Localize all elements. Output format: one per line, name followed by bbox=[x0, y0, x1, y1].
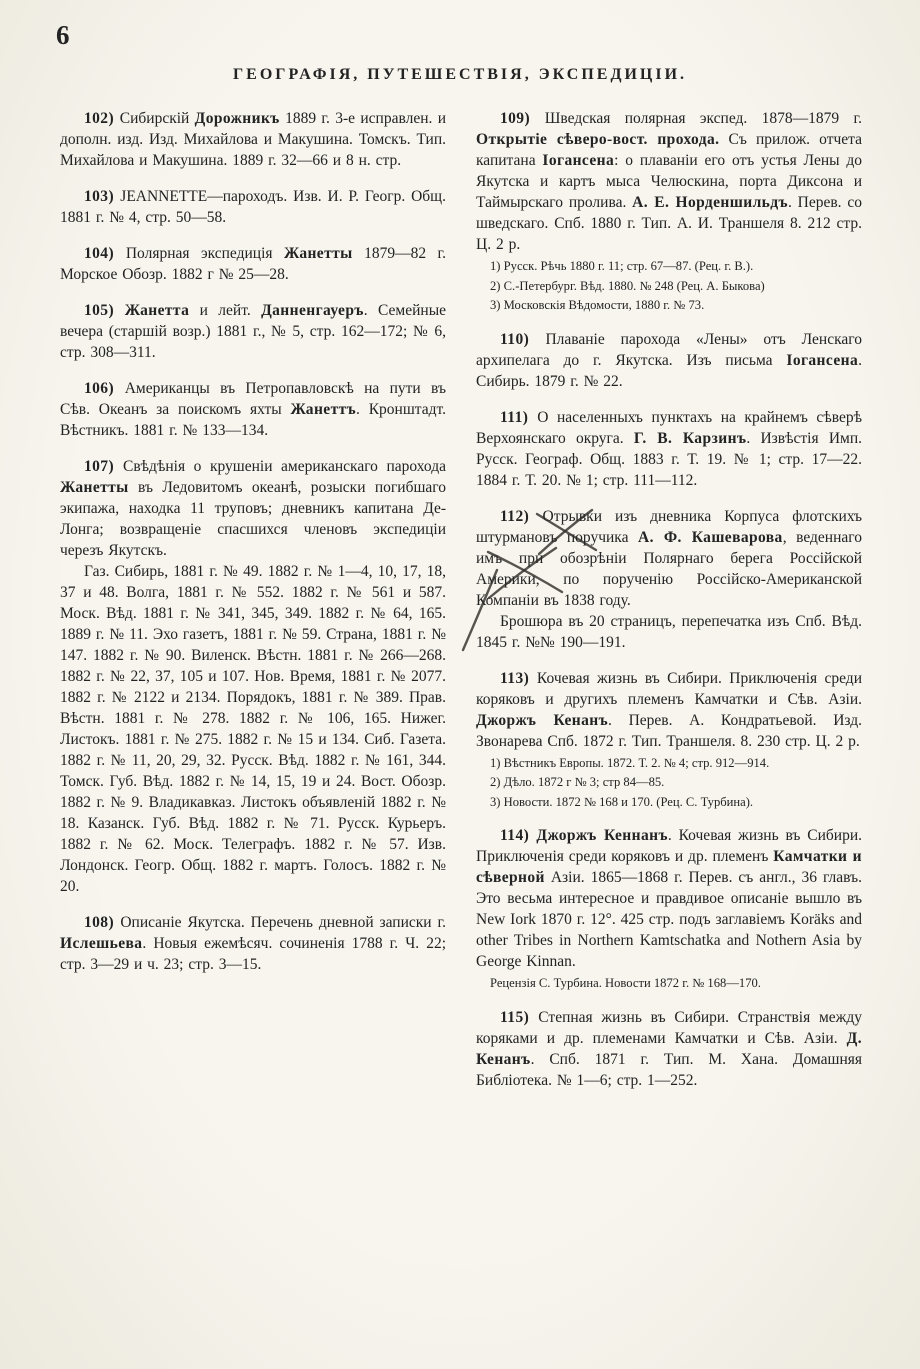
body-text: и лейт. bbox=[189, 302, 262, 319]
entry-paragraph bbox=[60, 186, 446, 228]
bold-text: Дорожникъ bbox=[194, 110, 280, 127]
bold-text: 102) bbox=[84, 110, 120, 127]
body-text: Описаніе Якутска. Перечень дневной записки г. bbox=[120, 914, 446, 931]
entry-104 bbox=[60, 243, 446, 285]
entry-102 bbox=[60, 108, 446, 171]
entry-108 bbox=[60, 912, 446, 975]
bold-text: Іогансена bbox=[542, 152, 615, 169]
bold-text: 113) bbox=[500, 669, 537, 687]
body-text: . Кочевая жизнь въ Сибири. Приключенія среди коряковъ и др. племенъ bbox=[476, 827, 862, 865]
bold-text: Данненгауеръ bbox=[261, 302, 364, 319]
bold-text: Жанетты bbox=[283, 245, 353, 262]
body-text: въ Ледовитомъ океанѣ, розыски погибшаго экипажа, находка 11 труповъ; дневникъ капитана Де-Лонга; возвращеніе спасшихся членовъ экспедиціи черезъ Якутскъ. bbox=[60, 479, 446, 559]
bold-text: Ислешьева bbox=[60, 935, 143, 952]
body-text: Плаваніе парохода «Лены» отъ Ленскаго архипелага до г. Якутска. Изъ письма bbox=[476, 330, 862, 369]
body-text: . Сибирь. 1879 г. № 22. bbox=[476, 351, 862, 390]
body-text: Свѣдѣнія о крушеніи американскаго парохода bbox=[122, 458, 446, 475]
bold-text: 107) bbox=[84, 458, 123, 475]
entry-paragraph bbox=[476, 611, 862, 653]
bold-text: 111) bbox=[500, 408, 538, 426]
bold-text: Камчатки и сѣверной bbox=[476, 848, 862, 886]
reference-note bbox=[490, 755, 862, 772]
reference-note bbox=[490, 794, 862, 811]
body-text: О населенныхъ пунктахъ на крайнемъ сѣверѣ Верхоянскаго округа. bbox=[476, 408, 863, 447]
reference-note bbox=[490, 278, 862, 295]
body-text: Сибирскій bbox=[119, 110, 195, 127]
body-text: JEANNETTE—пароходъ. Изв. И. Р. Геогр. Общ. 1881 г. № 4, стр. 50—58. bbox=[60, 188, 446, 226]
entry-paragraph bbox=[60, 561, 446, 897]
body-text: . Новыя ежемѣсяч. сочиненія 1788 г. Ч. 22; стр. 3—29 и ч. 23; стр. 3—15. bbox=[60, 935, 446, 973]
bold-text: 110) bbox=[500, 330, 546, 348]
bold-text: 114) bbox=[500, 827, 537, 844]
entry-110 bbox=[476, 329, 862, 392]
body-text: Полярная экспедиція bbox=[125, 245, 284, 262]
body-text: 1) Русск. Рѣчь 1880 г. 11; стр. 67—87. (Рец. г. В.). bbox=[490, 259, 754, 273]
body-text: Азіи. 1865—1868 г. Перев. съ англ., 36 главъ. Это весьма интересное и правдивое описаніе вышло въ New Iork 1870 г. 12°. 425 стр. подъ заглавіемъ Koräks and other Tribes in Northern Kamtschatka and Nothern Asia by George Kinnan. bbox=[476, 869, 862, 970]
entry-paragraph bbox=[476, 825, 862, 972]
entry-109 bbox=[476, 108, 862, 314]
body-text: Брошюра въ 20 страницъ, перепечатка изъ Спб. Вѣд. 1845 г. №№ 190—191. bbox=[476, 612, 862, 651]
body-text: 1889 г. 3-е исправлен. и дополн. изд. Изд. Михайлова и Макушина. Томскъ. Тип. Михайлова и Макушина. 1889 г. 32—66 и 8 н. стр. bbox=[60, 110, 446, 169]
entry-paragraph bbox=[476, 668, 862, 752]
body-text: Газ. Сибирь, 1881 г. № 49. 1882 г. № 1—4, 10, 17, 18, 37 и 48. Волга, 1881 г. № 552. 1882 г. № 561 и 587. Моск. Вѣд. 1881 г. № 341, 345, 349. 1882 г. № 64, 165. 1889 г. № 11. Эхо газетъ, 1881 г. № 59. Страна, 1881 г. № 147. 1882 г. № 90. Виленск. Вѣстн. 1881 г. № 266—268. 1882 г. № 22, 37, 105 и 107. Нов. Время, 1881 г. № 2077. 1882 г. № 2122 и 2134. Порядокъ, 1881 г. № 389. Прав. Вѣстн. 1881 г. № 278. 1882 г. № 106, 165. Нижег. Листокъ. 1881 г. № 275. 1882 г. № 15 и 134. Сиб. Газета. 1882 г. № 11, 20, 29, 32. Русск. Вѣд. 1882 г. № 161, 344. Томск. Губ. Вѣд. 1882 г. № 14, 15, 19 и 24. Вост. Обозр. 1882 г. № 9. Владикавказ. Листокъ объявленій 1882 г. № 18. Казанск. Губ. Вѣд. 1882 г. № 71. Русск. Курьеръ. 1882 г. № 62. Моск. Телеграфъ. 1882 г. № 57. Изв. Лондонск. Геогр. Общ. 1882 г. мартъ. Голосъ. 1882 г. № 20. bbox=[60, 563, 446, 895]
bold-text: 112) bbox=[500, 507, 543, 525]
reference-note bbox=[490, 774, 862, 791]
body-text: . Извѣстія Имп. Русск. Географ. Общ. 1883 г. Т. 19. № 1; стр. 17—22. 1884 г. Т. 20. № 1; стр. 111—112. bbox=[476, 429, 862, 489]
bold-text: 105) bbox=[84, 302, 125, 319]
body-text: Отрывки изъ дневника Корпуса флотскихъ штурмановъ поручика bbox=[476, 507, 862, 546]
bold-text: Жанеттъ bbox=[290, 401, 357, 418]
page-header: ГЕОГРАФІЯ, ПУТЕШЕСТВІЯ, ЭКСПЕДИЦІИ. bbox=[232, 66, 688, 83]
body-text: Рецензія С. Турбина. Новости 1872 г. № 168—170. bbox=[490, 976, 761, 990]
bold-text: 108) bbox=[84, 914, 121, 931]
body-text: 3) Новости. 1872 № 168 и 170. (Рец. С. Турбина). bbox=[490, 794, 754, 809]
entry-107 bbox=[60, 456, 446, 897]
entry-paragraph bbox=[476, 407, 862, 491]
body-text: 3) Московскія Вѣдомости, 1880 г. № 73. bbox=[490, 298, 705, 312]
body-text: . Кронштадт. Вѣстникъ. 1881 г. № 133—134. bbox=[60, 401, 446, 439]
entry-paragraph bbox=[60, 912, 446, 975]
columns bbox=[60, 108, 862, 1106]
entry-paragraph bbox=[60, 378, 446, 441]
entry-112 bbox=[476, 506, 862, 653]
body-text: Кочевая жизнь въ Сибири. Приключенія среди коряковъ и другихъ племенъ Камчатки и Сѣв. Азіи. bbox=[476, 669, 862, 708]
bold-text: Іогансена bbox=[786, 351, 859, 369]
entry-paragraph bbox=[60, 300, 446, 363]
entry-111 bbox=[476, 407, 862, 491]
entry-103 bbox=[60, 186, 446, 228]
column-right bbox=[476, 108, 862, 1106]
bold-text: 103) bbox=[84, 188, 121, 205]
entry-113 bbox=[476, 668, 862, 811]
entry-paragraph bbox=[476, 329, 862, 392]
entry-106 bbox=[60, 378, 446, 441]
reference-note bbox=[490, 297, 862, 314]
body-text: . Спб. 1871 г. Тип. М. Хана. Домашняя Библіотека. № 1—6; стр. 1—252. bbox=[476, 1050, 862, 1089]
body-text: Американцы въ Петропавловскѣ на пути въ Сѣв. Океанъ за поискомъ яхты bbox=[60, 380, 446, 418]
body-text: : о плаваніи его отъ устья Лены до Якутска и картъ мыса Челюскина, порта Диксона и Таймырскаго пролива. bbox=[476, 152, 863, 211]
entry-paragraph bbox=[476, 108, 862, 255]
body-text: 2) Дѣло. 1872 г № 3; стр 84—85. bbox=[490, 775, 665, 789]
reference-note bbox=[490, 258, 862, 275]
bold-text: А. Е. Норденшильдъ bbox=[632, 194, 788, 211]
entry-paragraph bbox=[60, 108, 446, 171]
body-text: 2) С.-Петербург. Вѣд. 1880. № 248 (Рец. А. Быкова) bbox=[490, 278, 765, 293]
entry-paragraph bbox=[476, 1007, 862, 1091]
entry-115 bbox=[476, 1007, 862, 1091]
bold-text: 109) bbox=[500, 110, 545, 127]
bold-text: Открытіе сѣверо-вост. прохода. bbox=[476, 131, 720, 148]
body-text: . Перев. со шведскаго. Спб. 1880 г. Тип. А. И. Траншеля 8. 212 стр. Ц. 2 р. bbox=[476, 194, 863, 253]
body-text: 1) Вѣстникъ Европы. 1872. Т. 2. № 4; стр. 912—914. bbox=[490, 755, 770, 770]
body-text: , веденнаго имъ при обозрѣніи Полярнаго берега Россійской Америки, по порученію Россійско-Американской Компаніи въ 1838 году. bbox=[476, 528, 862, 609]
body-text: . Семейные вечера (старшій возр.) 1881 г., № 5, стр. 162—172; № 6, стр. 308—311. bbox=[60, 302, 447, 361]
entry-105 bbox=[60, 300, 446, 363]
entry-114 bbox=[476, 825, 862, 992]
entry-paragraph bbox=[60, 243, 446, 285]
bold-text: 115) bbox=[500, 1008, 539, 1026]
bold-text: Г. В. Карзинъ bbox=[633, 429, 747, 447]
bold-text: Джоржъ Кеннанъ bbox=[536, 827, 668, 844]
entry-paragraph bbox=[476, 506, 862, 611]
bold-text: Джоржъ Кенанъ bbox=[476, 711, 609, 729]
bold-text: Жанетты bbox=[60, 479, 129, 496]
body-text: Съ прилож. отчета капитана bbox=[476, 131, 862, 169]
bold-text: Д. Кенанъ bbox=[476, 1029, 862, 1068]
column-left bbox=[60, 108, 446, 990]
bold-text: 104) bbox=[84, 245, 126, 262]
bold-text: 106) bbox=[84, 380, 125, 397]
bold-text: Жанетта bbox=[124, 302, 190, 319]
page-number: 6 bbox=[56, 20, 70, 50]
bold-text: А. Ф. Кашеварова bbox=[638, 528, 783, 546]
entry-paragraph bbox=[60, 456, 446, 561]
body-text: Степная жизнь въ Сибири. Странствія между коряками и др. племенами Камчатки и Сѣв. Азіи. bbox=[476, 1008, 862, 1047]
body-text: Шведская полярная экспед. 1878—1879 г. bbox=[544, 110, 862, 127]
body-text: 1879—82 г. Морское Обозр. 1882 г № 25—28. bbox=[60, 245, 447, 283]
reference-note bbox=[490, 975, 862, 992]
body-text: . Перев. А. Кондратьевой. Изд. Звонарева Спб. 1872 г. Тип. Траншеля. 8. 230 стр. Ц. 2 р. bbox=[476, 711, 862, 750]
